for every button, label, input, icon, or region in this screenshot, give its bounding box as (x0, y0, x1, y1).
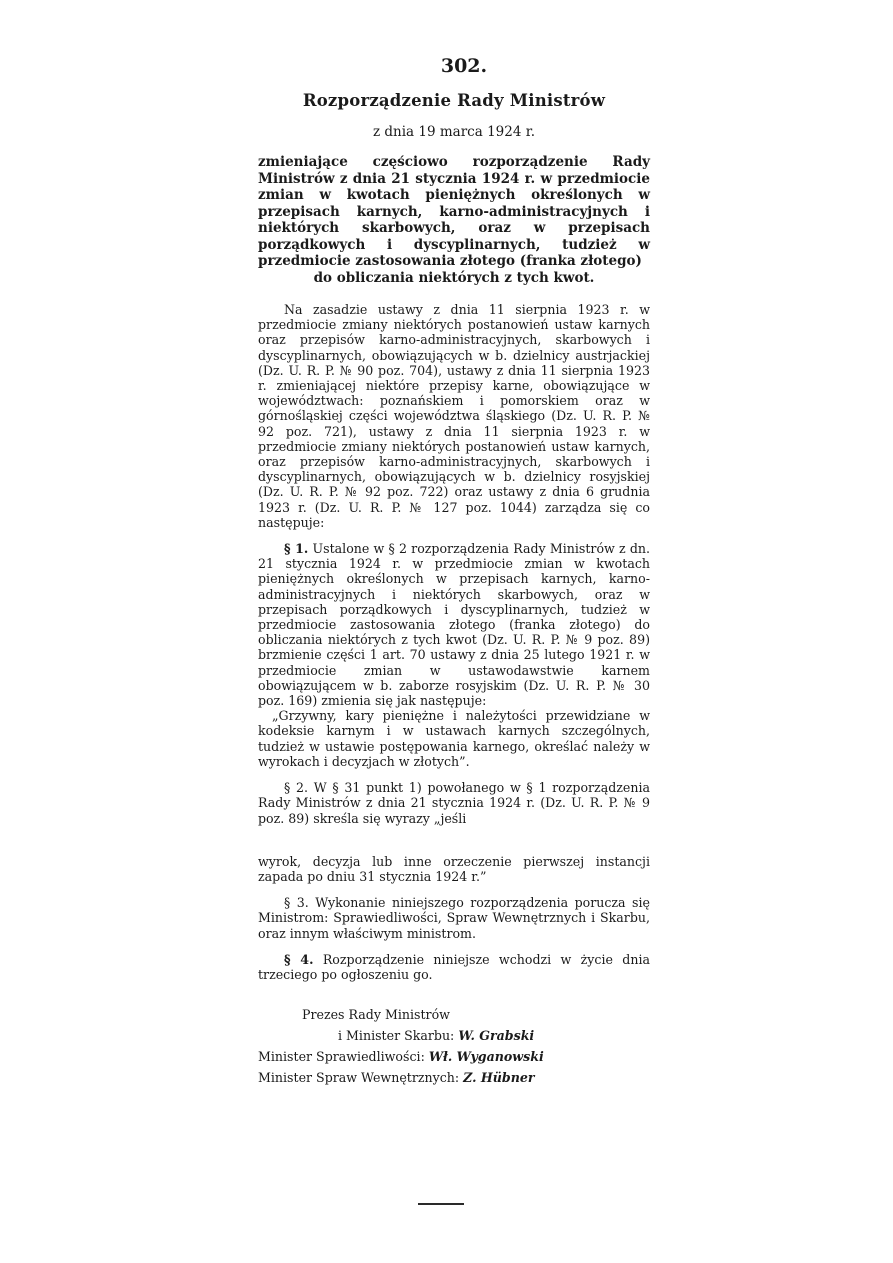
signature-2-role: Minister Sprawiedliwości: (258, 1049, 425, 1065)
act-title: Rozporządzenie Rady Ministrów (302, 91, 606, 110)
signature-3 (258, 1067, 650, 1088)
document-page (258, 55, 650, 1088)
section-4-label: § 4. (284, 951, 314, 967)
signatures (258, 1004, 650, 1088)
preamble: Na zasadzie ustawy z dnia 11 sierpnia 1923 r. w przedmiocie zmiany niektórych postanowień ustaw karnych oraz przepisów karno-administracyjnych, skarbowych i dyscyplinarnych, obowiązujących w b. dzielnicy austrjackiej (Dz. U. R. P. № 90 poz. 704), ustawy z dnia 11 sierpnia 1923 r. zmieniającej niektóre przepisy karne, obowiązujące w województwach: poznańskiem i pomorskiem oraz w górnośląskiej części województwa śląskiego (Dz. U. R. P. № 92 poz. 721), ustawy z dnia 11 sierpnia 1923 r. w przedmiocie zmiany niektórych postanowień ustaw karnych, oraz przepisów karno-administracyjnych, skarbowych i dyscyplinarnych, obowiązujących w b. dzielnicy rosyjskiej (Dz. U. R. P. № 92 poz. 722) oraz ustawy z dnia 6 grudnia 1923 r. (Dz. U. R. P. № 127 poz. 1044) zarządza się co następuje: (258, 302, 650, 530)
act-body (258, 302, 650, 982)
act-subtitle-main: zmieniające częściowo rozporządzenie Rady Ministrów z dnia 21 stycznia 1924 r. w przedmiocie zmian w kwotach pieniężnych określonych w przepisach karnych, karno-administracyjnych i niektórych skarbowych, oraz w przepisach porządkowych i dyscyplinarnych, tudzież w przedmiocie zastosowania złotego (franka złotego) (258, 154, 650, 269)
signature-1 (258, 1025, 650, 1046)
signature-1-role2: i Minister Skarbu: (338, 1028, 455, 1044)
section-4 (258, 952, 650, 982)
section-3 (258, 895, 650, 941)
section-2 (258, 780, 650, 826)
section-2-text: W § 31 punkt 1) powołanego w § 1 rozporządzenia Rady Ministrów z dnia 21 stycznia 1924 r. (Dz. U. R. P. № 9 poz. 89) skreśla się wyrazy „jeśli (258, 780, 650, 826)
signature-2 (258, 1046, 650, 1067)
act-subtitle (258, 154, 650, 286)
signature-1-name: W. Grabski (458, 1028, 535, 1044)
section-3-label: § 3. (284, 895, 309, 911)
signature-1-role: Prezes Rady Ministrów (302, 1007, 450, 1023)
section-2-label: § 2. (284, 780, 309, 796)
signature-3-role: Minister Spraw Wewnętrznych: (258, 1070, 460, 1086)
signature-3-name: Z. Hübner (463, 1070, 535, 1086)
closing-rule (418, 1203, 464, 1205)
section-1-quote: „Grzywny, kary pieniężne i należytości przewidziane w kodeksie karnym i w ustawach karnych szczególnych, tudzież w ustawie postępowania karnego, określać należy w wyrokach i decyzjach w złotych”. (258, 708, 650, 769)
section-1 (258, 541, 650, 708)
section-1-text: Ustalone w § 2 rozporządzenia Rady Ministrów z dn. 21 stycznia 1924 r. w przedmiocie zmian w kwotach pieniężnych określonych w przepisach karnych, karno-administracyjnych i niektórych skarbowych, oraz w przepisach porządkowych i dyscyplinarnych, tudzież w przedmiocie zastosowania złotego (franka złotego) do obliczania niektórych z tych kwot (Dz. U. R. P. № 9 poz. 89) brzmienie części 1 art. 70 ustawy z dnia 25 lutego 1921 r. w przedmiocie zmian w ustawodawstwie karnem obowiązującem w b. zaborze rosyjskim (Dz. U. R. P. № 30 poz. 169) zmienia się jak następuje: (258, 541, 651, 709)
section-3-text: Wykonanie niniejszego rozporządzenia porucza się Ministrom: Sprawiedliwości, Spraw Wewnętrznych i Skarbu, oraz innym właściwym ministrom. (258, 895, 650, 941)
signature-2-name: Wł. Wyganowski (428, 1049, 544, 1065)
act-date: z dnia 19 marca 1924 r. (373, 124, 535, 140)
section-2-continuation: wyrok, decyzja lub inne orzeczenie pierwszej instancji zapada po dniu 31 stycznia 1924 r.” (258, 853, 650, 884)
act-subtitle-last: do obliczania niektórych z tych kwot. (313, 269, 595, 286)
section-4-text: Rozporządzenie niniejsze wchodzi w życie dnia trzeciego po ogłoszeniu go. (258, 951, 650, 982)
act-number: 302. (440, 55, 488, 77)
section-1-label: § 1. (284, 541, 309, 557)
